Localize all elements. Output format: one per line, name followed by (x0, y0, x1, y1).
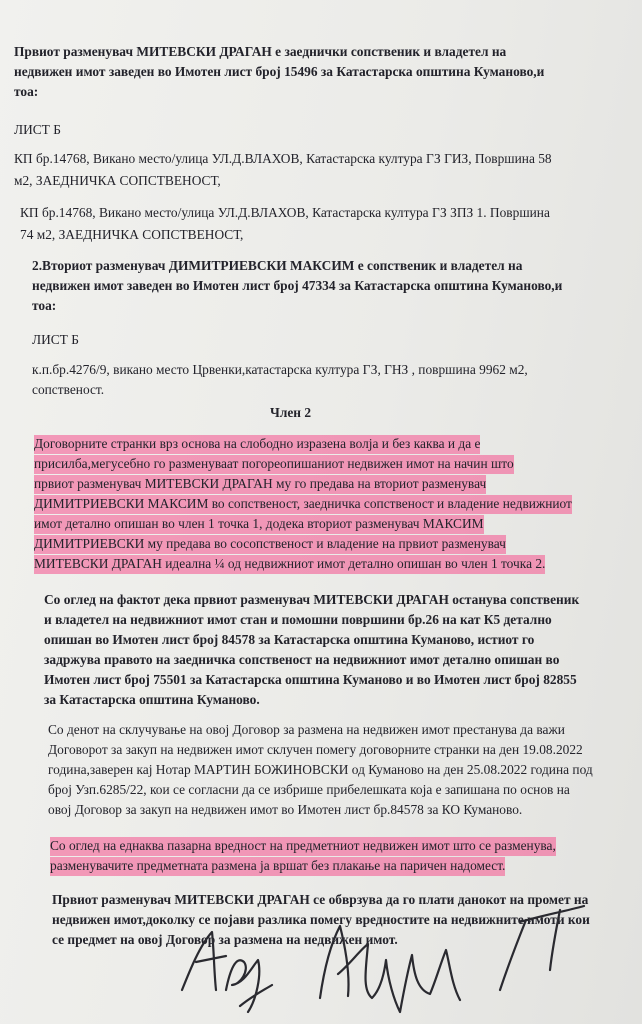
text-line: овој Договор за закуп на недвижен имот во Имотен лист бр.84578 за КО Куманово. (48, 802, 523, 817)
text-line: се предмет на овој Договор за размена на недвижен имот. (52, 932, 398, 947)
text-line: задржува правото на заедничка сопственост на недвижниот имот детално опишан во (44, 652, 560, 667)
highlighted-line: разменувачите предметната размена ја вршат без плакање на паричен надомест. (50, 858, 506, 873)
text-line: година,заверен кај Нотар МАРТИН БОЖИНОВСКИ од Куманово на ден 25.08.2022 година под (48, 762, 593, 777)
text-line: недвижен имот заведен во Имотен лист број 15496 за Катастарска општина Куманово,и (14, 64, 545, 79)
text-line: 2.Вториот разменувач ДИМИТРИЕВСКИ МАКСИМ е сопственик и владетел на (32, 258, 523, 273)
text-line: м2, ЗАЕДНИЧКА СОПСТВЕНОСТ, (14, 173, 221, 188)
highlighted-line: првиот разменувач МИТЕВСКИ ДРАГАН му го предава на вториот разменувач (34, 476, 487, 491)
text-line: тоа: (32, 298, 57, 313)
highlighted-line: присилба,мегусебно го разменуваат погореопишаниот недвижен имот на начин што (34, 456, 514, 471)
text-line: Имотен лист број 75501 за Катастарска општина Куманово и во Имотен лист број 82855 (44, 672, 577, 687)
text-line: Со денот на склучување на овој Договор за размена на недвижен имот престанува да важи (48, 722, 565, 737)
highlighted-line: имот детално опишан во член 1 точка 1, додека вториот разменувач МАКСИМ (34, 516, 484, 531)
text-line: недвижен имот заведен во Имотен лист број 47334 за Катастарска општина Куманово,и (32, 278, 563, 293)
highlighted-line: ДИМИТРИЕВСКИ му предава во сосопственост и владение на првиот разменувач (34, 536, 506, 551)
article-heading: Член 2 (270, 405, 312, 420)
text-line: Првиот разменувач МИТЕВСКИ ДРАГАН се обврзува да го плати данокот на промет на (52, 892, 589, 907)
highlighted-line: МИТЕВСКИ ДРАГАН идеална ¼ од недвижниот имот детално опишан во член 1 точка 2. (34, 556, 546, 571)
highlighted-line: Договорните странки врз основа на слободно изразена волја и без каква и да е (34, 436, 481, 451)
text-line: Првиот разменувач МИТЕВСКИ ДРАГАН е заеднички сопственик и владетел на (14, 44, 507, 59)
text-line: КП бр.14768, Викано место/улица УЛ.Д.ВЛАХОВ, Катастарска култура ГЗ ЗПЗ 1. Површина (20, 205, 550, 220)
text-line: за Катастарска општина Куманово. (44, 692, 260, 707)
text-line: и владетел на недвижниот имот стан и помошни површини бр.26 на кат К5 детално (44, 612, 552, 627)
highlighted-line: ДИМИТРИЕВСКИ МАКСИМ во сопственост, заедничка сопственост и владение недвижниот (34, 496, 572, 511)
text-line: сопственост. (32, 382, 105, 397)
text-line: тоа: (14, 84, 39, 99)
text-line: 74 м2, ЗАЕДНИЧКА СОПСТВЕНОСТ, (20, 227, 244, 242)
text-line: опишан во Имотен лист број 84578 за Катастарска општина Куманово, истиот го (44, 632, 535, 647)
list-b-heading: ЛИСТ Б (32, 332, 79, 347)
text-line: број Узп.6285/22, кои се согласни да се избрише прибелешката која е запишана по основ на (48, 782, 570, 797)
text-line: КП бр.14768, Викано место/улица УЛ.Д.ВЛАХОВ, Катастарска култура ГЗ ГИЗ, Површина 58 (14, 151, 552, 166)
signature-3 (500, 906, 584, 990)
text-line: недвижен имот,доколку се појави разлика помегу вредностите на недвижните имоти кои (52, 912, 590, 927)
text-line: к.п.бр.4276/9, викано место Црвенки,катастарска култура ГЗ, ГНЗ , површина 9962 м2, (32, 362, 528, 377)
list-b-heading: ЛИСТ Б (14, 122, 61, 137)
signature-2 (320, 926, 460, 1012)
text-line: Со оглед на фактот дека првиот разменувач МИТЕВСКИ ДРАГАН останува сопственик (44, 592, 580, 607)
signature-1 (182, 932, 272, 1012)
highlighted-line: Со оглед на еднаква пазарна вредност на предметниот недвижен имот што се разменува, (50, 838, 556, 853)
text-line: Договорот за закуп на недвижен имот склучен помегу договорните странки на ден 19.08.2022 (48, 742, 583, 757)
